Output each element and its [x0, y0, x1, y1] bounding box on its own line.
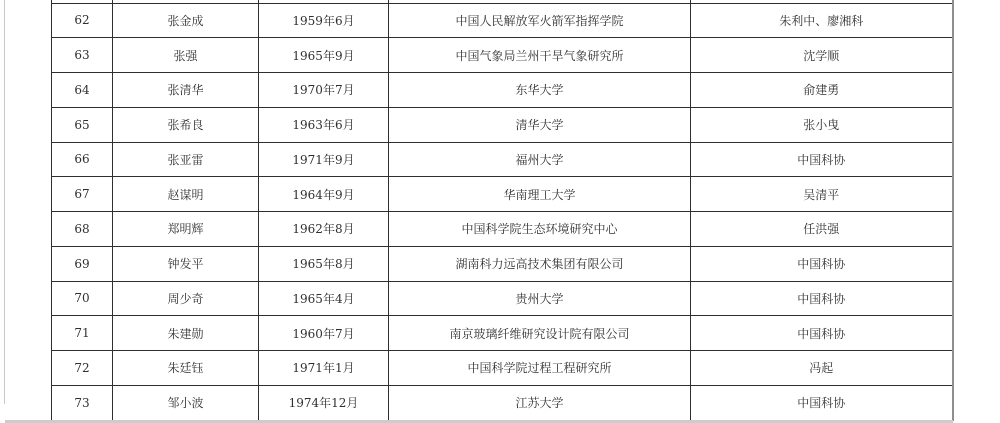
cell-no: 62 — [52, 3, 113, 38]
cell-nominator: 中国科协 — [691, 142, 953, 177]
cell-no: 71 — [52, 316, 113, 351]
cell-org: 中国科学院过程工程研究所 — [389, 351, 691, 386]
cell-no: 63 — [52, 38, 113, 73]
cell-org: 福州大学 — [389, 142, 691, 177]
cell-name: 张希良 — [113, 107, 259, 142]
cell-name: 周少奇 — [113, 281, 259, 316]
cell-no: 69 — [52, 246, 113, 281]
cell-org: 中国气象局兰州干旱气象研究所 — [389, 38, 691, 73]
table-row — [52, 246, 953, 281]
cell-birth: 1965年8月 — [259, 246, 389, 281]
cell-birth: 1959年6月 — [259, 3, 389, 38]
cell-nominator: 中国科协 — [691, 281, 953, 316]
cell-birth: 1962年8月 — [259, 212, 389, 247]
cell-birth: 1965年9月 — [259, 38, 389, 73]
cell-birth: 1971年1月 — [259, 351, 389, 386]
cell-org: 中国人民解放军火箭军指挥学院 — [389, 3, 691, 38]
cell-org: 清华大学 — [389, 107, 691, 142]
cell-name: 张亚雷 — [113, 142, 259, 177]
cell-name: 张强 — [113, 38, 259, 73]
table-row — [52, 385, 953, 420]
table-row — [52, 107, 953, 142]
cell-nominator: 沈学顺 — [691, 38, 953, 73]
table-row — [52, 212, 953, 247]
cell-org: 南京玻璃纤维研究设计院有限公司 — [389, 316, 691, 351]
table-row — [52, 73, 953, 108]
cell-nominator: 朱利中、廖湘科 — [691, 3, 953, 38]
cell-no: 64 — [52, 73, 113, 108]
cell-nominator: 俞建勇 — [691, 73, 953, 108]
page-left-edge — [4, 0, 5, 404]
cell-org: 湖南科力远高技术集团有限公司 — [389, 246, 691, 281]
nominees-table — [51, 0, 954, 421]
table-row — [52, 351, 953, 386]
cell-no: 72 — [52, 351, 113, 386]
cell-nominator: 冯起 — [691, 351, 953, 386]
cell-nominator: 张小曳 — [691, 107, 953, 142]
cell-name: 赵谋明 — [113, 177, 259, 212]
table-row — [52, 3, 953, 38]
table-row — [52, 142, 953, 177]
cell-name: 郑明辉 — [113, 212, 259, 247]
cell-birth: 1970年7月 — [259, 73, 389, 108]
cell-name: 朱建勋 — [113, 316, 259, 351]
cell-name: 钟发平 — [113, 246, 259, 281]
cell-name: 张清华 — [113, 73, 259, 108]
cell-no: 66 — [52, 142, 113, 177]
table-row — [52, 316, 953, 351]
cell-name: 朱廷钰 — [113, 351, 259, 386]
cell-nominator: 中国科协 — [691, 246, 953, 281]
cell-name: 邹小波 — [113, 385, 259, 420]
cell-birth: 1974年12月 — [259, 385, 389, 420]
cell-no: 67 — [52, 177, 113, 212]
cell-no: 65 — [52, 107, 113, 142]
cell-org: 东华大学 — [389, 73, 691, 108]
cell-no: 70 — [52, 281, 113, 316]
table-row — [52, 38, 953, 73]
cell-no: 73 — [52, 385, 113, 420]
cell-org: 中国科学院生态环境研究中心 — [389, 212, 691, 247]
cell-org: 贵州大学 — [389, 281, 691, 316]
cell-nominator: 吴清平 — [691, 177, 953, 212]
cell-nominator: 中国科协 — [691, 316, 953, 351]
cell-birth: 1965年4月 — [259, 281, 389, 316]
table-row — [52, 177, 953, 212]
cell-org: 华南理工大学 — [389, 177, 691, 212]
cell-birth: 1963年6月 — [259, 107, 389, 142]
cell-birth: 1964年9月 — [259, 177, 389, 212]
cell-nominator: 中国科协 — [691, 385, 953, 420]
cell-org: 江苏大学 — [389, 385, 691, 420]
table-row — [52, 281, 953, 316]
cell-name: 张金成 — [113, 3, 259, 38]
cell-no: 68 — [52, 212, 113, 247]
cell-birth: 1971年9月 — [259, 142, 389, 177]
cell-nominator: 任洪强 — [691, 212, 953, 247]
cell-birth: 1960年7月 — [259, 316, 389, 351]
